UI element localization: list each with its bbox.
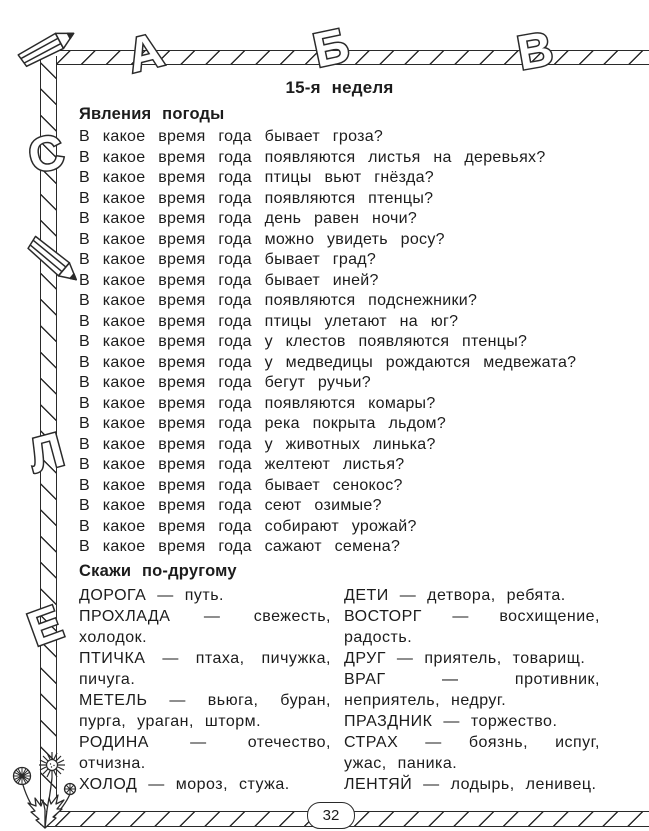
question-line: В какое время года у медведицы рождаются медвежата?	[79, 353, 577, 371]
synonym-entry: МЕТЕЛЬ — вьюга, буран, пурга, ураган, шторм.	[79, 691, 331, 730]
synonym-entry: ПРОХЛАДА — свежесть, холодок.	[79, 607, 331, 646]
synonym-entry: ДЕТИ — детвора, ребята.	[344, 586, 566, 604]
svg-text:С: С	[23, 124, 69, 184]
page-number: 32	[322, 807, 340, 824]
decor-letter-s	[7, 114, 85, 192]
synonym-entry: ВРАГ — противник, неприятель, недруг.	[344, 670, 600, 709]
weather-questions-list	[79, 127, 600, 558]
question-line: В какое время года появляются листья на деревьях?	[79, 148, 546, 166]
synonym-entry: РОДИНА — отечество, отчизна.	[79, 733, 331, 772]
synonym-entry: ПТИЧКА — птаха, пичужка, пичуга.	[79, 649, 331, 688]
synonyms-section-heading: Скажи по-другому	[79, 561, 237, 580]
decor-letter-b	[292, 8, 370, 86]
question-line: В какое время года появляются птенцы?	[79, 189, 434, 207]
synonym-entry: ЛЕНТЯЙ — лодырь, ленивец.	[344, 775, 597, 793]
question-line: В какое время года бегут ручьи?	[79, 374, 371, 391]
svg-text:В: В	[513, 22, 557, 81]
question-line: В какое время года бывает град?	[79, 251, 377, 268]
synonym-entry: ВОСТОРГ — восхищение, радость.	[344, 607, 600, 646]
svg-text:Е: Е	[21, 596, 70, 657]
synonyms-columns	[79, 585, 600, 795]
question-line: В какое время года появляются подснежники?	[79, 292, 478, 309]
question-line: В какое время года день равен ночи?	[79, 210, 418, 227]
question-line: В какое время года у животных линька?	[79, 435, 436, 453]
decor-letter-l	[6, 412, 87, 493]
question-line: В какое время года появляются комары?	[79, 394, 436, 412]
synonym-entry: ПРАЗДНИК — торжество.	[344, 712, 558, 730]
synonym-entry: ХОЛОД — мороз, стужа.	[79, 775, 290, 793]
question-line: В какое время года бывает иней?	[79, 271, 379, 289]
weather-section-heading: Явления погоды	[79, 105, 225, 123]
synonyms-right-column	[344, 585, 600, 795]
dandelion-icon	[6, 746, 88, 831]
synonym-entry: ДРУГ — приятель, товарищ.	[344, 649, 586, 667]
question-line: В какое время года собирают урожай?	[79, 517, 417, 535]
question-line: В какое время года бывает гроза?	[79, 128, 384, 145]
page-number-badge	[307, 802, 355, 829]
synonyms-left-column	[79, 585, 331, 795]
synonym-entry: ДОРОГА — путь.	[79, 586, 224, 604]
decor-letter-e	[3, 583, 88, 668]
svg-text:Л: Л	[23, 423, 70, 484]
question-line: В какое время года у клестов появляются птенцы?	[79, 333, 528, 350]
question-line: В какое время года птицы улетают на юг?	[79, 312, 459, 330]
question-line: В какое время года бывает сенокос?	[79, 476, 403, 494]
question-line: В какое время года сеют озимые?	[79, 497, 382, 514]
svg-text:Б: Б	[308, 18, 354, 78]
page-content	[79, 76, 600, 795]
synonym-entry: СТРАХ — боязнь, испуг, ужас, паника.	[344, 733, 600, 772]
week-title: 15-я неделя	[285, 78, 394, 97]
question-line: В какое время года сажают семена?	[79, 538, 401, 555]
question-line: В какое время года желтеют листья?	[79, 456, 405, 473]
question-line: В какое время года река покрыта льдом?	[79, 415, 447, 432]
svg-text:А: А	[122, 23, 169, 84]
question-line: В какое время года птицы вьют гнёзда?	[79, 169, 434, 186]
question-line: В какое время года можно увидеть росу?	[79, 230, 445, 248]
